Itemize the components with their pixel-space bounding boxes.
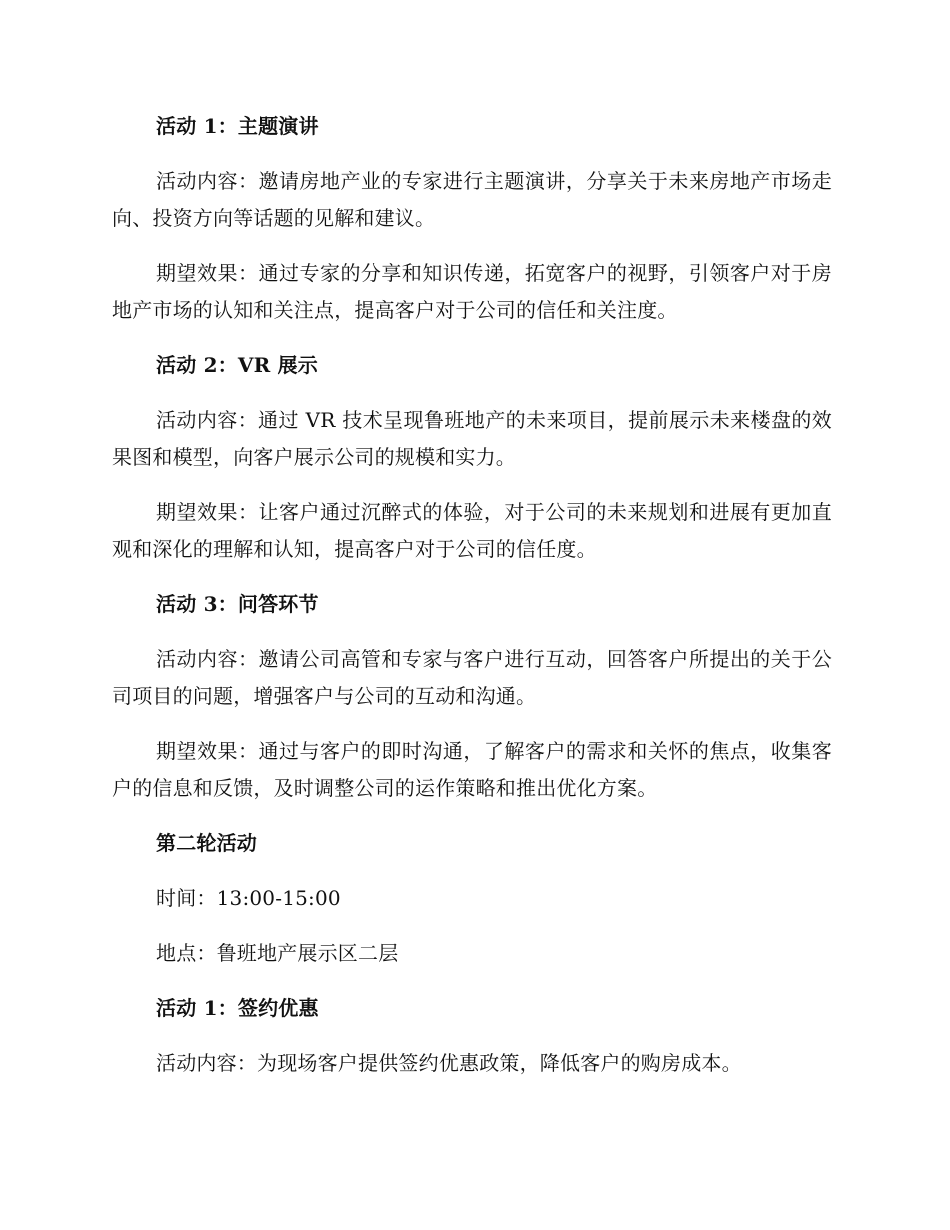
- document-page: [112, 108, 832, 1100]
- section-heading-round2: 第二轮活动: [156, 831, 257, 855]
- section-heading-vr: 活动 2：VR 展示: [156, 353, 318, 377]
- round2-time: 时间：13:00-15:00: [156, 886, 341, 910]
- section-heading-qa: 活动 3：问答环节: [156, 592, 319, 616]
- paragraph-qa-effect: 期望效果：通过与客户的即时沟通，了解客户的需求和关怀的焦点，收集客户的信息和反馈，及时调整公司的运作策略和推出优化方案。: [112, 739, 832, 800]
- paragraph-vr-content: 活动内容：通过 VR 技术呈现鲁班地产的未来项目，提前展示未来楼盘的效果图和模型，向客户展示公司的规模和实力。: [112, 408, 832, 469]
- paragraph-vr-effect: 期望效果：让客户通过沉醉式的体验，对于公司的未来规划和进展有更加直观和深化的理解和认知，提高客户对于公司的信任度。: [112, 500, 832, 561]
- section-heading-signing: 活动 1：签约优惠: [156, 996, 319, 1020]
- section-heading-keynote: 活动 1：主题演讲: [156, 114, 319, 138]
- paragraph-keynote-effect: 期望效果：通过专家的分享和知识传递，拓宽客户的视野，引领客户对于房地产市场的认知和关注点，提高客户对于公司的信任和关注度。: [112, 261, 832, 322]
- round2-place: 地点：鲁班地产展示区二层: [156, 941, 399, 965]
- paragraph-signing-content: 活动内容：为现场客户提供签约优惠政策，降低客户的购房成本。: [156, 1051, 742, 1075]
- paragraph-keynote-content: 活动内容：邀请房地产业的专家进行主题演讲，分享关于未来房地产市场走向、投资方向等话题的见解和建议。: [112, 169, 832, 230]
- paragraph-qa-content: 活动内容：邀请公司高管和专家与客户进行互动，回答客户所提出的关于公司项目的问题，增强客户与公司的互动和沟通。: [112, 647, 832, 708]
